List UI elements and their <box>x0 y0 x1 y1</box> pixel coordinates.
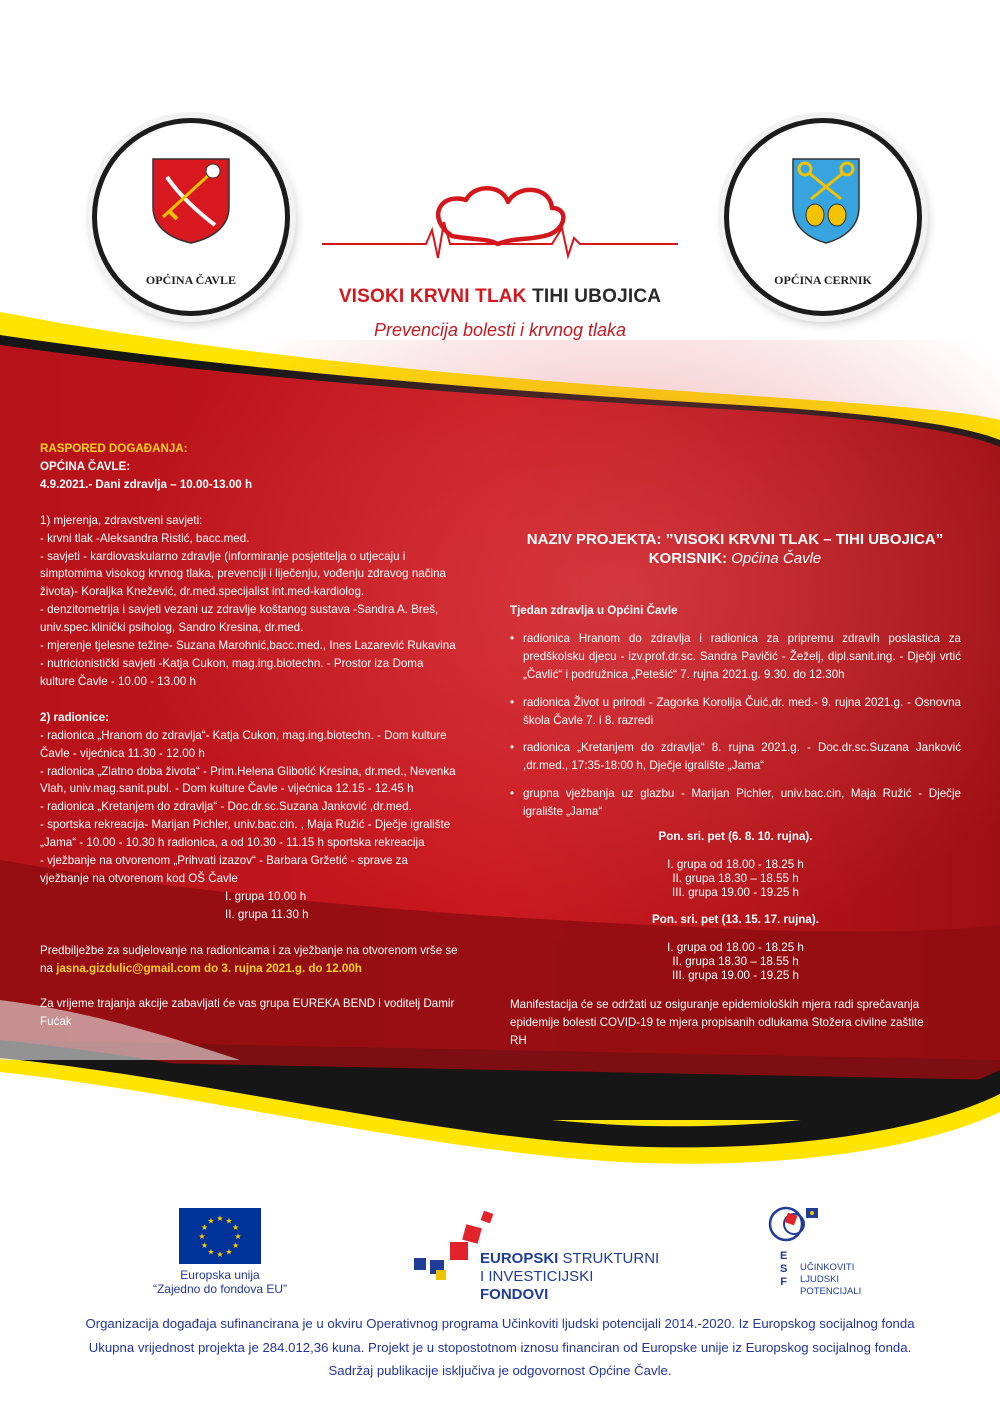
eu-logo <box>150 1208 290 1296</box>
group-line: I. grupa 10.00 h <box>225 889 307 903</box>
eu-star-icon: ★ <box>198 1232 206 1241</box>
bullet-text: grupna vježbanja uz glazbu - Marijan Pichler, univ.bac.cin, Maja Ružić - Dječje igralište „Jama“ <box>523 787 961 819</box>
section2-line: Čavle - vijećnica 11.30 - 12.00 h <box>40 746 205 760</box>
section2-heading: 2) radionice: <box>40 710 109 724</box>
esf-logo <box>760 1202 870 1302</box>
manifest-text <box>510 996 961 1050</box>
section1-line: - denzitometrija i savjeti vezani uz zdravlje koštanog sustava -Sandra A. Breš, <box>40 603 439 617</box>
section2-line: - radionica „Kretanjem do zdravlja“ - Doc.dr.sc.Suzana Janković ,dr.med. <box>40 800 412 814</box>
schedule-block-2 <box>510 913 961 983</box>
page-subtitle: Prevencija bolesti i krvnog tlaka <box>373 320 627 340</box>
right-column <box>510 602 961 831</box>
beneficiary-line <box>500 549 970 568</box>
esi-line1-bold: EUROPSKI <box>480 1250 559 1267</box>
section1-line: života)- Koraljka Knežević, dr.med.specijalist int.med-kardiolog. <box>40 585 365 599</box>
esf-text <box>800 1262 861 1298</box>
project-name-line <box>500 530 970 549</box>
bullet-text: radionica „Kretanjem do zdravlja“ 8. rujna 2021.g. - Doc.dr.sc.Suzana Janković ,dr.med., 17:35-18:00 h, Dječje igralište „Jama“ <box>523 741 961 773</box>
emblem-cernik <box>724 118 922 316</box>
esi-line1-rest: STRUKTURNI <box>558 1250 660 1267</box>
section2-line: - radionica „Hranom do zdravlja“- Katja Cukon, mag.ing.biotechn. - Dom kulture <box>40 728 447 742</box>
band-line: Fućak <box>40 1015 72 1029</box>
beneficiary-name: Općina Čavle <box>731 550 822 567</box>
footer-line: Organizacija događaja sufinancirana je u okviru Operativnog programa Učinkoviti ljudski potencijali 2014.-2020. Iz Europskog socijalnog fonda <box>85 1316 915 1331</box>
list-item <box>510 785 961 821</box>
section1-line: 1) mjerenja, zdravstveni savjeti: <box>40 513 203 527</box>
date-line: 4.9.2021.- Dani zdravlja – 10.00-13.00 h <box>40 477 253 491</box>
section2-line: - vježbanje na otvorenom „Prihvati izazov“ - Barbara Gržetić - sprave za <box>40 854 408 868</box>
title-dark-part: TIHI UBOJICA <box>532 286 662 307</box>
beneficiary-label: KORISNIK: <box>648 550 728 567</box>
manifest-line: epidemije bolesti COVID-19 te mjera propisanih odlukama Stožera civilne zaštite <box>510 1015 924 1029</box>
esf-letter: F <box>780 1276 788 1288</box>
coat-of-arms-cavle-icon <box>149 155 233 245</box>
page-title <box>250 286 750 308</box>
section1-line: - krvni tlak -Aleksandra Ristić, bacc.med. <box>40 531 250 545</box>
bullet-icon: • <box>510 631 515 645</box>
esi-line2-rest: I INVESTICIJSKI <box>480 1268 594 1285</box>
group-line: II. grupa 11.30 h <box>225 907 309 921</box>
section2-text <box>40 727 486 888</box>
eu-star-icon: ★ <box>232 1223 240 1232</box>
esi-line2-bold: FONDOVI <box>480 1286 549 1303</box>
bullet-text: radionica Život u prirodi - Zagorka Korolija Čuić,dr. med.- 9. rujna 2021.g. - Osnovna škola Čavle 7. i 8. razredi <box>523 695 961 727</box>
municipality-heading: OPĆINA ČAVLE: <box>40 459 131 473</box>
section2-line: - sportska rekreacija- Marijan Pichler, univ.bac.cin. , Maja Ružić - Dječje igralište <box>40 818 451 832</box>
section2-line: „Jama“ - 10.00 - 10.30 h radionica, a od 10.30 - 11.15 h sportska rekreacija <box>40 836 425 850</box>
eu-caption-2: “Zajedno do fondova EU” <box>152 1282 288 1296</box>
week-bullets <box>510 630 961 821</box>
section2-line: Vlah, univ.mag.sanit.publ. - Dom kulture Čavle - vijećnica 12.15 - 12.45 h <box>40 782 414 796</box>
eu-star-icon: ★ <box>216 1214 224 1223</box>
schedule-heading: RASPORED DOGAĐANJA: <box>40 442 188 455</box>
manifest-line: RH <box>510 1033 527 1047</box>
footer-line: Ukupna vrijednost projekta je 284.012,36 kuna. Projekt je u stopostotnom iznosu financiran od Europske unije iz Europskog socijalnog fonda. <box>88 1339 912 1355</box>
emblem-label-cavle: OPĆINA ČAVLE <box>145 273 237 287</box>
eu-star-icon: ★ <box>200 1241 208 1250</box>
list-item <box>510 630 961 684</box>
bullet-icon: • <box>510 741 515 755</box>
esf-letters <box>780 1250 787 1289</box>
title-red-part: VISOKI KRVNI TLAK <box>338 286 527 307</box>
registration-line: Predbilježbe za sudjelovanje na radionicama i za vježbanje na otvorenom vrše se <box>40 943 458 957</box>
bullet-icon: • <box>510 787 515 801</box>
left-column <box>40 440 486 1031</box>
section2-line: - radionica „Zlatno doba života“ - Prim.Helena Glibotić Kresina, dr.med., Nevenka <box>40 764 456 778</box>
section1-line: univ.spec.klinički psiholog, Sandro Kresina, dr.med. <box>40 621 304 635</box>
schedule-block-1 <box>510 830 961 900</box>
footer-line: Sadržaj publikacije isključiva je odgovornost Općine Čavle. <box>328 1363 672 1378</box>
esf-letter: S <box>780 1263 788 1275</box>
eu-star-icon: ★ <box>234 1232 242 1241</box>
esi-text <box>480 1250 660 1304</box>
esi-line-1 <box>480 1250 660 1268</box>
eu-star-icon: ★ <box>216 1250 224 1259</box>
registration-prefix: na <box>40 961 57 975</box>
esf-line: LJUDSKI <box>800 1274 840 1285</box>
schedule-heading-2: Pon. sri. pet (13. 15. 17. rujna). <box>652 913 819 926</box>
project-header <box>500 530 970 568</box>
section1-text <box>40 512 486 691</box>
schedule-heading-1: Pon. sri. pet (6. 8. 10. rujna). <box>658 830 813 843</box>
eu-star-icon: ★ <box>225 1247 233 1257</box>
esf-line: UČINKOVITI <box>800 1262 855 1273</box>
band-line: Za vrijeme trajanja akcije zabavljati će vas grupa EUREKA BEND i voditelj Damir <box>40 997 455 1011</box>
coat-of-arms-cernik-icon <box>789 155 863 245</box>
eu-caption-1: Europska unija <box>180 1268 260 1282</box>
schedule-line: III. grupa 19.00 - 19.25 h <box>672 969 799 982</box>
section2-line: vježbanje na otvorenom kod OŠ Čavle <box>40 871 238 885</box>
section1-line: - nutricionistički savjeti -Katja Cukon, mag.ing.biotechn. - Prostor iza Doma <box>40 656 424 670</box>
section1-line: - savjeti - kardiovaskularno zdravlje (informiranje posjetitelja o utjecaju i <box>40 549 406 563</box>
project-name: ’’VISOKI KRVNI TLAK – TIHI UBOJICA” <box>665 531 944 548</box>
esf-line: POTENCIJALI <box>800 1286 862 1297</box>
schedule-line: III. grupa 19.00 - 19.25 h <box>672 886 799 899</box>
bullet-text: radionica Hranom do zdravlja i radionica za pripremu zdravih poslastica za predškolsku djecu - izv.prof.dr.sc. Sandra Pavičić - Žeželj, dipl.sanit.ing. - Dječji vrtić „Čavlić“ i podružnica „Petešić“ 7. rujna 2021.g. 9.30. do 12.30h <box>523 631 961 681</box>
schedule-line: II. grupa 18.30 – 18.55 h <box>672 955 799 968</box>
footer-text <box>0 1312 1000 1383</box>
emblem-label-cernik: OPĆINA CERNIK <box>774 273 872 287</box>
section1-line: kulture Čavle - 10.00 - 13.00 h <box>40 674 196 688</box>
section1-line: simptomima visokog krvnog tlaka, prevenciji i liječenju, vođenju zdravog načina <box>40 567 446 581</box>
heart-ecg-icon <box>322 178 678 260</box>
registration-line-2 <box>40 960 486 978</box>
esi-funds-logo <box>410 1208 660 1303</box>
week-heading: Tjedan zdravlja u Općini Čavle <box>510 604 678 617</box>
eu-star-icon: ★ <box>207 1247 215 1257</box>
esi-line-2 <box>480 1268 660 1304</box>
schedule-line: I. grupa od 18.00 - 18.25 h <box>667 858 804 871</box>
bullet-icon: • <box>510 695 515 709</box>
list-item <box>510 739 961 775</box>
eu-star-icon: ★ <box>207 1216 215 1226</box>
project-label: NAZIV PROJEKTA: <box>526 531 662 548</box>
list-item <box>510 694 961 730</box>
schedule-line: I. grupa od 18.00 - 18.25 h <box>667 941 804 954</box>
section1-line: - mjerenje tjelesne težine- Suzana Marohnić,bacc.med., Ines Lazarević Rukavina <box>40 639 456 653</box>
esf-letter: E <box>780 1250 788 1262</box>
manifest-line: Manifestacija će se održati uz osiguranje epidemioloških mjera radi sprečavanja <box>510 998 920 1011</box>
schedule-line: II. grupa 18.30 – 18.55 h <box>672 872 799 885</box>
eu-star-icon: ★ <box>200 1223 208 1232</box>
registration-email: jasna.gizdulic@gmail.com do 3. rujna 2021.g. do 12.00h <box>56 961 362 975</box>
eu-flag-icon <box>179 1208 261 1264</box>
eu-star-icon: ★ <box>232 1241 240 1250</box>
esf-swirl-icon <box>760 1202 824 1246</box>
eu-star-icon: ★ <box>225 1216 233 1226</box>
